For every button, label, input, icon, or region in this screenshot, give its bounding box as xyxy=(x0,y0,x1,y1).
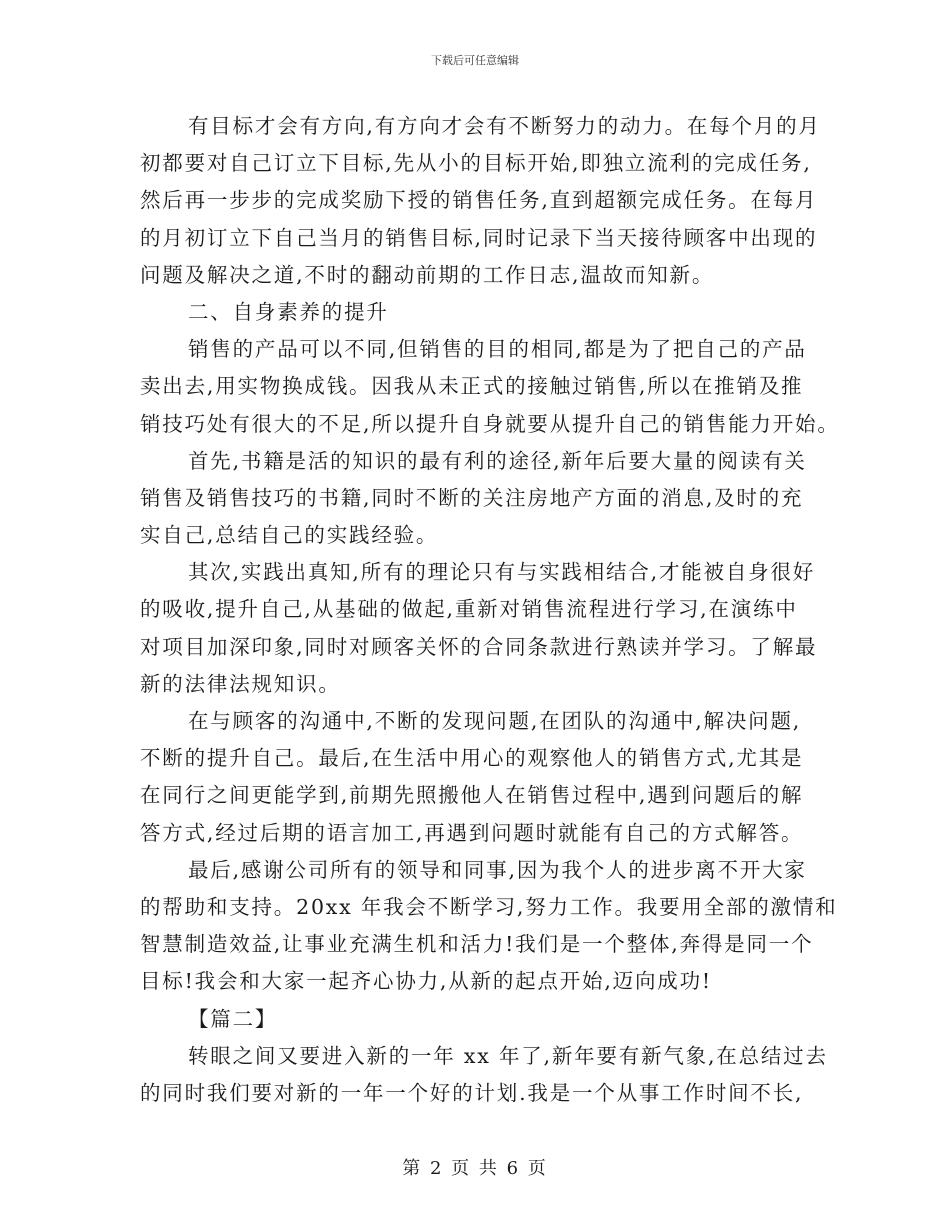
text-line: 的帮助和支持。20xx 年我会不断学习,努力工作。我要用全部的激情和 xyxy=(140,894,838,919)
text-line: 最后,感谢公司所有的领导和同事,因为我个人的进步离不开大家 xyxy=(188,857,807,882)
text-line: 销售及销售技巧的书籍,同时不断的关注房地产方面的消息,及时的充 xyxy=(140,485,804,510)
text-line: 对项目加深印象,同时对顾客关怀的合同条款进行熟读并学习。了解最 xyxy=(140,634,818,659)
text-line: 的同时我们要对新的一年一个好的计划.我是一个从事工作时间不长, xyxy=(140,1080,804,1105)
text-line: 然后再一步步的完成奖励下授的销售任务,直到超额完成任务。在每月 xyxy=(140,188,818,213)
page-footer: 第 2 页 共 6 页 xyxy=(402,1158,548,1179)
text-line: 的吸收,提升自己,从基础的做起,重新对销售流程进行学习,在演练中 xyxy=(140,597,798,622)
text-line: 初都要对自己订立下目标,先从小的目标开始,即独立流利的完成任务, xyxy=(140,151,812,176)
text-line: 卖出去,用实物换成钱。因我从未正式的接触过销售,所以在推销及推 xyxy=(140,374,804,399)
document-body xyxy=(140,108,840,1112)
text-line: 在同行之间更能学到,前期先照搬他人在销售过程中,遇到问题后的解 xyxy=(140,783,804,808)
text-line: 不断的提升自己。最后,在生活中用心的观察他人的销售方式,尤其是 xyxy=(140,746,804,771)
text-line: 销技巧处有很大的不足,所以提升自身就要从提升自己的销售能力开始。 xyxy=(140,411,840,436)
section-heading: 二、自身素养的提升 xyxy=(188,299,389,324)
section-heading: 【篇二】 xyxy=(188,1006,278,1031)
text-line: 在与顾客的沟通中,不断的发现问题,在团队的沟通中,解决问题, xyxy=(188,709,802,733)
text-line: 的月初订立下自己当月的销售目标,同时记录下当天接待顾客中出现的 xyxy=(140,225,818,250)
text-line: 问题及解决之道,不时的翻动前期的工作日志,温故而知新。 xyxy=(140,262,715,287)
text-line: 新的法律法规知识。 xyxy=(140,671,341,696)
text-line: 销售的产品可以不同,但销售的目的相同,都是为了把自己的产品 xyxy=(188,337,807,362)
text-line: 首先,书籍是活的知识的最有利的途径,新年后要大量的阅读有关 xyxy=(188,448,807,473)
text-line: 其次,实践出真知,所有的理论只有与实践相结合,才能被自身很好 xyxy=(188,560,816,585)
page-header: 下载后可任意编辑 xyxy=(431,54,519,67)
text-line: 转眼之间又要进入新的一年 xx 年了,新年要有新气象,在总结过去 xyxy=(188,1043,828,1068)
text-line: 实自己,总结自己的实践经验。 xyxy=(140,523,439,548)
text-line: 有目标才会有方向,有方向才会有不断努力的动力。在每个月的月 xyxy=(188,114,821,138)
text-line: 答方式,经过后期的语言加工,再遇到问题时就能有自己的方式解答。 xyxy=(140,820,804,845)
text-line: 目标!我会和大家一起齐心协力,从新的起点开始,迈向成功! xyxy=(140,969,712,994)
text-line: 智慧制造效益,让事业充满生机和活力!我们是一个整体,奔得是同一个 xyxy=(140,932,814,957)
